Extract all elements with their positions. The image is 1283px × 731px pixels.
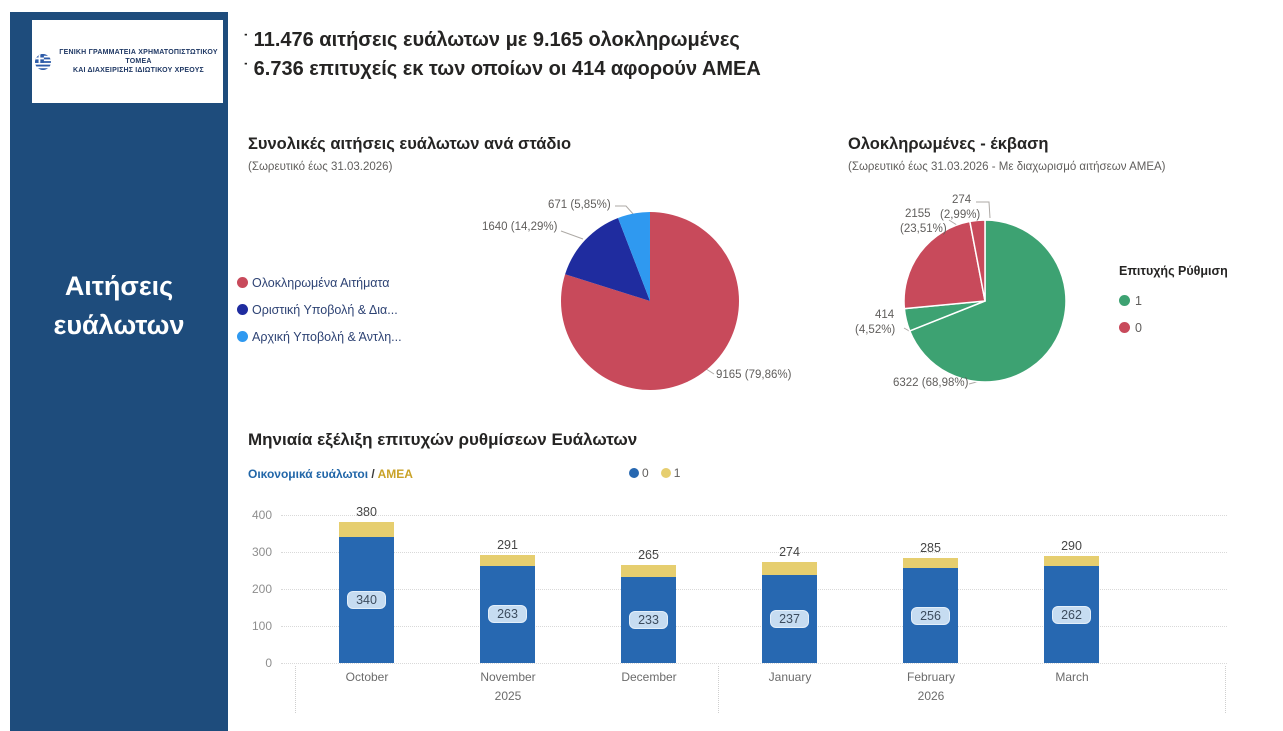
page-title: Αιτήσεις ευάλωτων <box>53 271 185 340</box>
legend-label: 1 <box>673 466 681 480</box>
pie2-legend <box>1119 264 1228 341</box>
bar-segment-economic[interactable] <box>480 566 535 663</box>
pie1-label-671: 671 (5,85%) <box>548 199 611 211</box>
bar-group-labels <box>248 467 413 481</box>
bar-segment-amea[interactable] <box>621 565 676 577</box>
bar-segment-economic[interactable] <box>621 577 676 663</box>
bar-october[interactable] <box>339 505 394 663</box>
bar-segment-economic[interactable] <box>339 537 394 663</box>
bar-march[interactable] <box>1044 539 1099 663</box>
bar-segment-amea[interactable] <box>1044 556 1099 566</box>
bar-segment-amea[interactable] <box>762 562 817 576</box>
logo-text-line1: ΓΕΝΙΚΗ ΓΡΑΜΜΑΤΕΙΑ ΧΡΗΜΑΤΟΠΙΣΤΩΤΙΚΟΥ ΤΟΜΕΑ <box>59 49 218 65</box>
bar-total-label: 290 <box>1061 538 1082 553</box>
legend-item-success-0[interactable] <box>1119 314 1228 341</box>
bar-total-label: 285 <box>920 540 941 555</box>
y-tick-300: 300 <box>251 545 272 559</box>
legend-label: Αρχική Υποβολή & Άντλη... <box>252 329 402 344</box>
bar-segment-amea[interactable] <box>339 522 394 537</box>
x-label-february: February <box>906 670 956 684</box>
legend-label: 0 <box>642 466 649 480</box>
pie1-title: Συνολικές αιτήσεις ευάλωτων ανά στάδιο <box>248 135 572 153</box>
bar-december[interactable] <box>621 548 676 663</box>
bar-total-label: 291 <box>497 538 518 553</box>
group-label-separator: / <box>368 467 378 481</box>
pie1-label-9165: 9165 (79,86%) <box>716 369 792 381</box>
bar-segment-amea[interactable] <box>903 558 958 569</box>
pie-chart-outcome-panel <box>845 135 1283 420</box>
bar-january[interactable] <box>762 545 817 663</box>
legend-dot-red <box>1119 322 1130 333</box>
y-tick-100: 100 <box>251 619 272 633</box>
y-tick-0: 0 <box>265 656 272 670</box>
x-label-march: March <box>1055 670 1089 684</box>
x-label-november: November <box>480 670 536 684</box>
legend-item-success-1[interactable] <box>1119 287 1228 314</box>
pie2-label-2155: 2155 <box>905 208 931 220</box>
y-tick-400: 400 <box>251 508 272 522</box>
bar-title: Μηνιαία εξέλιξη επιτυχών ρυθμίσεων Ευάλωτων <box>248 430 638 449</box>
greek-flag-icon <box>35 54 51 70</box>
x-label-year-2025: 2025 <box>494 689 522 703</box>
gridline <box>281 515 1227 516</box>
kpi-line-1: ˙ 11.476 αιτήσεις ευάλωτων με 9.165 ολοκληρωμένες <box>243 29 740 51</box>
group-label-amea: ΑΜΕΑ <box>377 467 413 481</box>
sidebar <box>10 12 228 731</box>
bar-value-pill: 256 <box>911 607 950 625</box>
bullet-icon: ˙ <box>243 60 249 79</box>
bar-legend <box>629 466 680 480</box>
bar-value-pill: 340 <box>347 591 386 609</box>
x-label-january: January <box>768 670 812 684</box>
logo-text <box>57 48 220 75</box>
bar-segment-economic[interactable] <box>1044 566 1099 663</box>
bar-total-label: 380 <box>356 505 377 520</box>
bullet-icon: ˙ <box>243 31 249 50</box>
legend-dot-blue <box>629 468 639 478</box>
bar-segment-economic[interactable] <box>903 568 958 663</box>
kpi-header <box>243 26 761 84</box>
pie1-label-1640: 1640 (14,29%) <box>482 221 558 233</box>
legend-label: 0 <box>1135 320 1142 335</box>
pie2-label-6322: 6322 (68,98%) <box>893 377 969 389</box>
bar-value-pill: 263 <box>488 605 527 623</box>
bar-chart-panel <box>245 430 1283 731</box>
axis-separator <box>295 666 296 713</box>
pie-chart-stage-panel <box>235 135 805 420</box>
x-label-october: October <box>345 670 389 684</box>
legend-dot-green <box>1119 295 1130 306</box>
bar-total-label: 265 <box>638 547 659 562</box>
bar-value-pill: 233 <box>629 611 668 629</box>
bar-segment-economic[interactable] <box>762 575 817 663</box>
kpi-line-2: ˙ 6.736 επιτυχείς εκ των οποίων οι 414 αφορούν ΑΜΕΑ <box>243 58 761 80</box>
bar-segment-amea[interactable] <box>480 555 535 565</box>
legend-item-series-1[interactable] <box>661 466 681 480</box>
bar-november[interactable] <box>480 538 535 663</box>
pie2-label-274: 274 <box>952 194 972 206</box>
bar-february[interactable] <box>903 541 958 663</box>
gridline <box>281 663 1227 664</box>
group-label-economic: Οικονομικά ευάλωτοι <box>248 467 369 481</box>
pie2-label-274-pct: (2,99%) <box>940 209 981 221</box>
pie2-subtitle: (Σωρευτικό έως 31.03.2026 - Με διαχωρισμό αιτήσεων ΑΜΕΑ) <box>848 161 1166 173</box>
bar-value-pill: 262 <box>1052 606 1091 624</box>
pie2-label-414-pct: (4,52%) <box>855 324 896 336</box>
pie2-label-414: 414 <box>875 309 895 321</box>
axis-separator <box>718 666 719 713</box>
pie1-subtitle: (Σωρευτικό έως 31.03.2026) <box>248 161 393 173</box>
x-label-year-2026: 2026 <box>917 689 945 703</box>
pie2-title: Ολοκληρωμένες - έκβαση <box>848 135 1049 153</box>
pie2-legend-title: Επιτυχής Ρύθμιση <box>1119 264 1228 278</box>
legend-label: Οριστική Υποβολή & Δια... <box>252 302 398 317</box>
pie2-label-2155-pct: (23,51%) <box>900 223 947 235</box>
bar-total-label: 274 <box>779 544 800 559</box>
legend-item-series-0[interactable] <box>629 466 649 480</box>
government-logo <box>32 20 223 103</box>
x-label-december: December <box>621 670 677 684</box>
legend-label: Ολοκληρωμένα Αιτήματα <box>252 275 390 290</box>
legend-label: 1 <box>1135 293 1142 308</box>
logo-text-line2: ΚΑΙ ΔΙΑΧΕΙΡΙΣΗΣ ΙΔΙΩΤΙΚΟΥ ΧΡΕΟΥΣ <box>73 67 204 74</box>
bar-value-pill: 237 <box>770 610 809 628</box>
axis-separator <box>1225 666 1226 713</box>
legend-dot-yellow <box>661 468 671 478</box>
y-tick-200: 200 <box>251 582 272 596</box>
